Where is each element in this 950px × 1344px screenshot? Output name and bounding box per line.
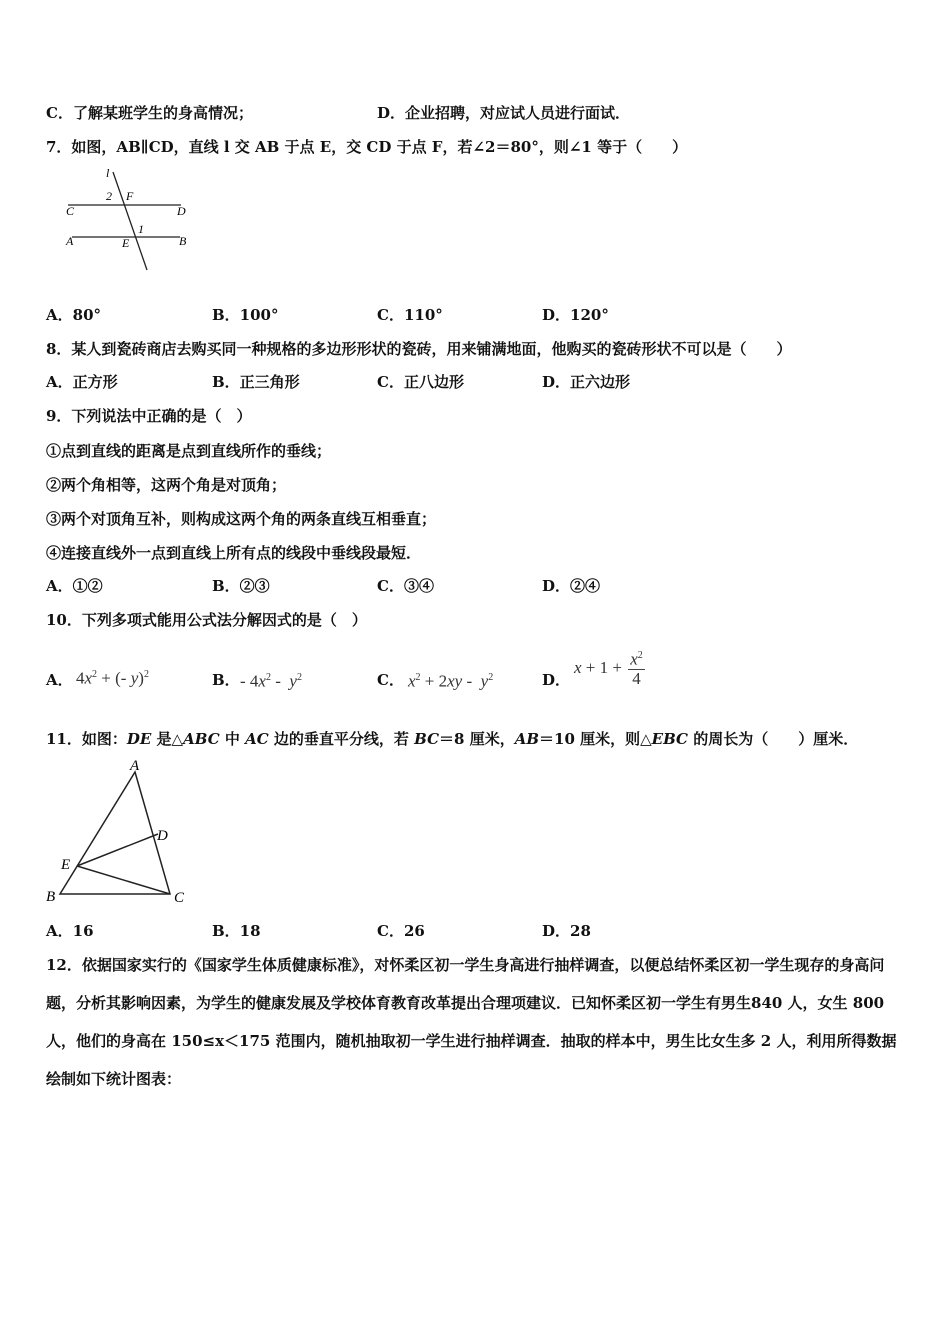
q6-option-d: D．企业招聘，对应试人员进行面试． — [377, 104, 631, 122]
segment-ed — [77, 834, 158, 866]
q8-option-a: A．正方形 — [46, 373, 118, 391]
q11-option-a: A．16 — [46, 922, 94, 940]
q9-option-c: C．③④ — [377, 577, 434, 595]
q10-option-d-label: D． — [542, 671, 571, 689]
q11-option-b: B．18 — [212, 922, 261, 940]
label-e: E — [122, 236, 130, 250]
q11-option-d: D．28 — [542, 922, 591, 940]
q9-stem: 9．下列说法中正确的是（ ） — [46, 407, 252, 425]
q9-statement-1: ①点到直线的距离是点到直线所作的垂线； — [46, 442, 332, 460]
q12-text: 12．依据国家实行的《国家学生体质健康标准》，对怀柔区初一学生身高进行抽样调查，以便总结怀柔区初一学生现存的身高问题，分析其影响因素，为学生的健康发展及学校体育教育改革提出合理项建议．已知怀柔区初一学生有男生840 人，女生 800 人，他们的身高在 150≤x＜175 范围内，随机抽取初一学生进行抽样调查．抽取的样本中，男生比女生多 2 人，利用所得数据绘制如下统计图表： — [46, 956, 897, 1088]
q10-option-b-label: B． — [212, 671, 240, 689]
q10-option-b-expr: - $4x^2 - y^2$ — [240, 671, 302, 691]
q7-option-a: A．80° — [46, 306, 102, 324]
q7-option-d: D．120° — [542, 306, 609, 324]
q7-option-b: B．100° — [212, 306, 279, 324]
q9-option-a: A．①② — [46, 577, 103, 595]
q7-option-c: C．110° — [377, 306, 443, 324]
label-angle-2: 2 — [106, 189, 112, 203]
q7-figure — [58, 166, 198, 274]
label-b: B — [179, 234, 187, 248]
label-e: E — [61, 857, 71, 873]
q10-option-c-label: C． — [377, 671, 404, 689]
q7-stem: 7．如图，AB∥CD，直线 l 交 AB 于点 E，交 CD 于点 F，若∠2＝80°，则∠1 等于（ ） — [46, 138, 688, 156]
q10-stem: 10．下列多项式能用公式法分解因式的是（ ） — [46, 611, 367, 629]
label-d: D — [177, 204, 186, 218]
q9-statement-2: ②两个角相等，这两个角是对顶角； — [46, 476, 287, 494]
label-f: F — [126, 189, 134, 203]
label-c: C — [66, 204, 75, 218]
q9-option-b: B．②③ — [212, 577, 270, 595]
q9-statement-3: ③两个对顶角互补，则构成这两个角的两条直线互相垂直； — [46, 510, 437, 528]
q11-stem: 11．如图：DE 是△ABC 中 AC 边的垂直平分线，若 BC＝8 厘米，AB＝10 厘米，则△EBC 的周长为（ ）厘米． — [46, 730, 859, 748]
line-l — [113, 172, 147, 270]
segment-ec — [77, 866, 170, 894]
q10-option-a-expr: $4x^2$ + (- y)$^2$ — [76, 668, 149, 688]
label-l: l — [106, 166, 110, 180]
q10-option-a-label: A． — [46, 671, 73, 689]
q9-option-d: D．②④ — [542, 577, 601, 595]
q8-option-c: C．正八边形 — [377, 373, 464, 391]
q6-option-c: C．了解某班学生的身高情况； — [46, 104, 253, 122]
label-d: D — [157, 828, 168, 844]
label-c: C — [174, 890, 185, 906]
triangle-abc — [60, 772, 170, 894]
q8-stem: 8．某人到瓷砖商店去购买同一种规格的多边形形状的瓷砖，用来铺满地面，他购买的瓷砖形状不可以是（ ） — [46, 340, 792, 358]
q8-option-b: B．正三角形 — [212, 373, 300, 391]
label-a: A — [66, 234, 74, 248]
label-b: B — [46, 889, 56, 905]
q11-option-c: C．26 — [377, 922, 425, 940]
label-angle-1: 1 — [138, 222, 144, 236]
q10-option-c-expr: $x^2 + 2xy - y^2$ — [408, 671, 494, 691]
q8-option-d: D．正六边形 — [542, 373, 631, 391]
q10-option-d-expr: x + 1 + $\frac{x^2}{4}$ — [574, 647, 645, 688]
label-a: A — [130, 758, 140, 774]
q9-statement-4: ④连接直线外一点到直线上所有点的线段中垂线段最短． — [46, 544, 422, 562]
q11-figure — [40, 754, 200, 910]
